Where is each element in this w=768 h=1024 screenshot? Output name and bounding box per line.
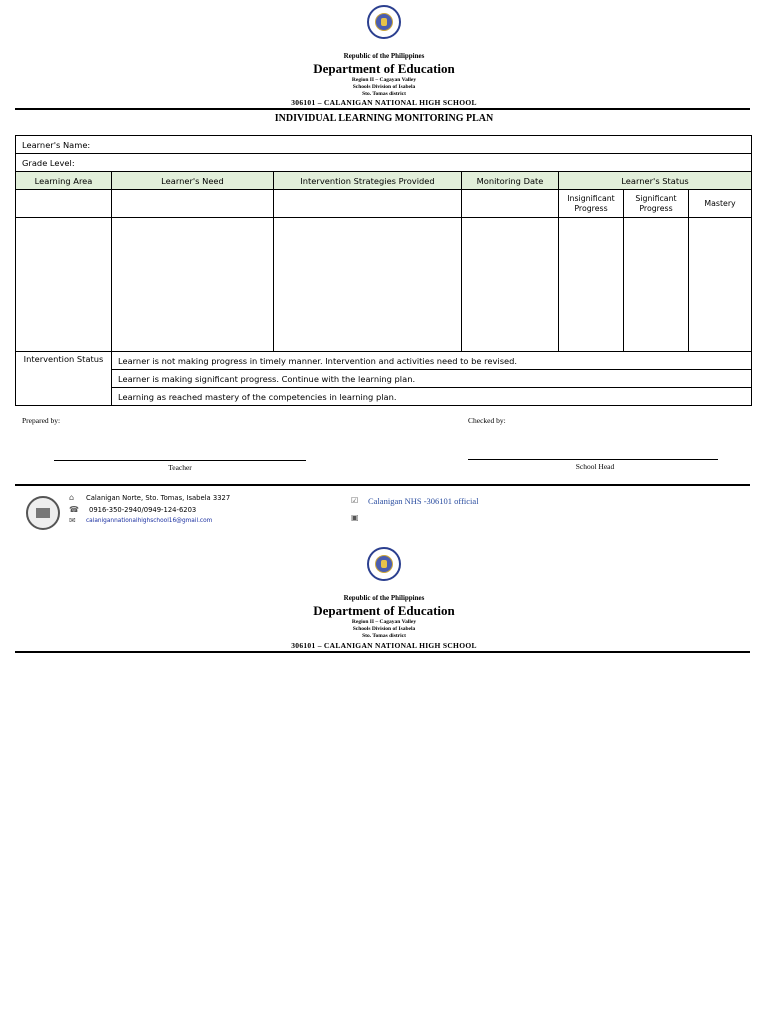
header-rule — [15, 651, 750, 653]
republic-text: Republic of the Philippines — [343, 52, 425, 60]
footer-rule — [15, 484, 750, 486]
checked-by-label: Checked by: — [468, 416, 506, 425]
col-learning-area: Learning Area — [16, 172, 112, 190]
school-text: 306101 – CALANIGAN NATIONAL HIGH SCHOOL — [291, 98, 477, 107]
globe-icon: ▣ — [351, 513, 359, 522]
col-learners-need: Learner's Need — [112, 172, 274, 190]
teacher-label: Teacher — [168, 463, 192, 472]
head-signature-line[interactable] — [468, 459, 718, 460]
division-text: Schools Division of Isabela — [352, 84, 416, 90]
sub-blank — [112, 190, 274, 218]
school-logo — [26, 496, 60, 530]
insignificant-cell[interactable] — [559, 218, 624, 352]
monitoring-table — [15, 135, 752, 406]
deped-seal — [367, 5, 401, 39]
district-text: Sto. Tomas district — [362, 633, 406, 639]
republic-text: Republic of the Philippines — [343, 594, 425, 602]
col-intervention: Intervention Strategies Provided — [274, 172, 462, 190]
phone-icon: ☎ — [69, 505, 79, 514]
division-text: Schools Division of Isabela — [352, 626, 416, 632]
sub-blank — [16, 190, 112, 218]
intervention-cell[interactable] — [274, 218, 462, 352]
facebook-page-text[interactable]: Calanigan NHS -306101 official — [368, 496, 479, 506]
status-significant: Significant Progress — [624, 190, 689, 218]
teacher-signature-line[interactable] — [54, 460, 306, 461]
learner-name-field[interactable]: Learner's Name: — [16, 136, 752, 154]
phone-text: 0916-350-2940/0949-124-6203 — [89, 506, 197, 514]
school-text: 306101 – CALANIGAN NATIONAL HIGH SCHOOL — [291, 641, 477, 650]
intervention-row-revise: Learner is not making progress in timely manner. Intervention and activities need to be revised. — [112, 352, 752, 370]
col-learners-status: Learner's Status — [559, 172, 752, 190]
col-monitoring-date: Monitoring Date — [462, 172, 559, 190]
prepared-by-label: Prepared by: — [22, 416, 61, 425]
status-mastery: Mastery — [689, 190, 752, 218]
intervention-status-label: Intervention Status — [16, 352, 112, 406]
home-icon: ⌂ — [69, 493, 75, 502]
form-title: INDIVIDUAL LEARNING MONITORING PLAN — [274, 113, 494, 124]
sub-blank — [274, 190, 462, 218]
department-title: Department of Education — [313, 61, 455, 76]
intervention-row-continue: Learner is making significant progress. Continue with the learning plan. — [112, 370, 752, 388]
department-title: Department of Education — [313, 603, 455, 618]
intervention-row-mastery: Learning as reached mastery of the competencies in learning plan. — [112, 388, 752, 406]
district-text: Sto. Tomas district — [362, 91, 406, 97]
learning-area-cell[interactable] — [16, 218, 112, 352]
address-text: Calanigan Norte, Sto. Tomas, Isabela 3327 — [86, 494, 231, 502]
significant-cell[interactable] — [624, 218, 689, 352]
mail-icon: ✉ — [69, 516, 76, 525]
region-text: Region II – Cagayan Valley — [351, 77, 417, 83]
facebook-icon: ☑ — [351, 496, 359, 505]
school-head-label: School Head — [575, 462, 615, 471]
mastery-cell[interactable] — [689, 218, 752, 352]
monitoring-date-cell[interactable] — [462, 218, 559, 352]
status-insignificant: Insignificant Progress — [559, 190, 624, 218]
header-rule — [15, 108, 750, 110]
deped-seal — [367, 547, 401, 581]
grade-level-field[interactable]: Grade Level: — [16, 154, 752, 172]
region-text: Region II – Cagayan Valley — [351, 619, 417, 625]
learners-need-cell[interactable] — [112, 218, 274, 352]
sub-blank — [462, 190, 559, 218]
email-text[interactable]: calanigannationalhighschool16@gmail.com — [86, 518, 213, 524]
